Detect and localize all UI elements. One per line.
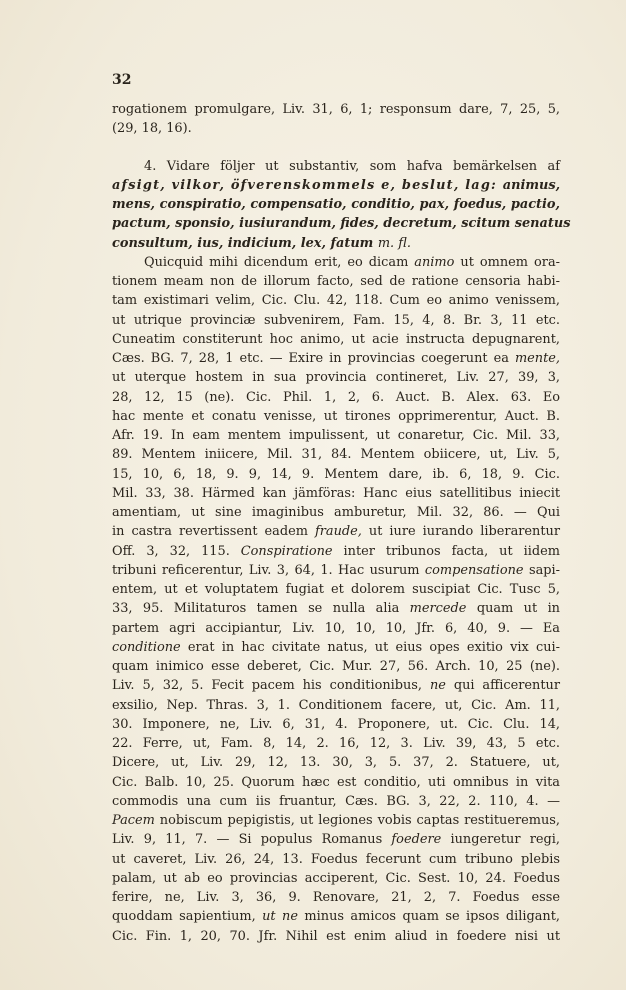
text-line (112, 407, 560, 426)
text-run: inter tribunos facta, ut iidem (332, 543, 560, 559)
text-run: 89. Mentem iniicere, Mil. 31, 84. Mentem obiicere, ut, Liv. 5, (112, 447, 560, 463)
text-run: Cic. Fin. 1, 20, 70. Jfr. Nihil est enim aliud in foedere nisi ut (112, 928, 560, 944)
text-line (112, 715, 560, 734)
text-run (112, 178, 503, 193)
text-run: Pacem (112, 813, 155, 828)
text-run: ut omnem ora- (454, 254, 560, 270)
text-line (112, 561, 560, 580)
text-run: amentiam, ut sine imaginibus amburetur, Mil. 32, 86. — Qui (112, 505, 560, 520)
text-run: erat in hac civitate natus, ut eius opes exitio vix cui- (180, 639, 560, 655)
text-run: (29, 18, 16). (112, 121, 192, 137)
text-line (112, 157, 560, 176)
text-line (112, 388, 560, 407)
text-line (112, 773, 560, 792)
text-line (112, 214, 571, 233)
text-run: rogationem promulgare, Liv. 31, 6, 1; responsum dare, 7, 25, 5, (112, 102, 560, 117)
text-line (112, 253, 560, 272)
text-run: tam existimari velim, Cic. Clu. 42, 118. Cum eo animo venissem, (112, 293, 560, 309)
text-run (503, 178, 560, 193)
text-line (112, 869, 560, 888)
text-run: consultum, ius, indicium, lex, fatum (112, 235, 378, 251)
text-line (112, 927, 560, 946)
text-run: mens, conspiratio, compensatio, conditio, pax, foedus, pactio, (112, 197, 560, 212)
text-run: Liv. 9, 11, 7. — Si populus Romanus (112, 832, 392, 848)
text-run: ne (429, 678, 446, 694)
text-run: 33, 95. Militaturos tamen se nulla alia (112, 601, 410, 617)
text-line (112, 368, 560, 387)
text-run: ut caveret, Liv. 26, 24, 13. Foedus fecerunt cum tribuno plebis (112, 851, 560, 867)
text-run: entem, ut et voluptatem fugiat et dolorem suscipiat Cic. Tusc 5, (112, 582, 560, 597)
text-run: tionem meam non de illorum facto, sed de ratione censoria habi- (112, 274, 560, 289)
text-run: fraude, (315, 524, 362, 540)
text-line (112, 734, 560, 753)
text-line (112, 426, 560, 445)
text-run: qui afficerentur (445, 678, 560, 694)
text-run (112, 236, 378, 251)
text-run: partem agri accipiantur, Liv. 10, 10, 10, Jfr. 6, 40, 9. — Ea (112, 620, 560, 636)
text-run: ferire, ne, Liv. 3, 36, 9. Renovare, 21, 2, 7. Foedus esse (112, 890, 560, 905)
text-line (112, 619, 560, 638)
text-run: Cic. Balb. 10, 25. Quorum hæc est conditio, uti omnibus in vita (112, 774, 560, 790)
text-run: iungeretur regi, (441, 832, 560, 848)
text-run: ut iure iurando liberarentur (361, 524, 560, 540)
text-line (112, 753, 560, 772)
text-run: Mil. 33, 38. Härmed kan jämföras: Hanc eius satellitibus iniecit (112, 485, 560, 501)
text-run (112, 197, 560, 212)
text-run: afsigt, vilkor, öfverenskommels e, beslut, lag: (112, 177, 503, 193)
text-run: Liv. 5, 32, 5. Fecit pacem his conditionibus, (112, 678, 430, 694)
text-run: compensatione (424, 562, 524, 578)
text-run: tribuni reficerentur, Liv. 3, 64, 1. Hac usurum (112, 562, 425, 578)
text-run: minus amicos quam se ipsos diligant, (297, 909, 560, 925)
text-run: 30. Imponere, ne, Liv. 6, 31, 4. Proponere, ut. Cic. Clu. 14, (112, 716, 560, 732)
text-line (112, 330, 560, 349)
text-run: 4. Vidare följer ut substantiv, som hafva bemärkelsen af (144, 158, 560, 174)
text-run: animus, (502, 177, 561, 193)
text-line (112, 445, 560, 464)
text-run: hac mente et conatu venisse, ut tirones opprimerentur, Auct. B. (112, 408, 560, 424)
text-run: ut utrique provinciæ subvenirem, Fam. 15, 4, 8. Br. 3, 11 etc. (112, 312, 560, 328)
text-line (112, 830, 560, 849)
text-line (112, 100, 560, 119)
text-run: Dicere, ut, Liv. 29, 12, 13. 30, 3, 5. 37, 2. Statuere, ut, (112, 755, 560, 771)
text-run: animo (414, 254, 455, 270)
text-line (112, 638, 560, 657)
text-line (112, 465, 560, 484)
text-line (112, 522, 560, 541)
text-line (112, 234, 560, 253)
text-run: mercede (409, 601, 467, 617)
text-run: commodis una cum iis fruantur, Cæs. BG. 3, 22, 2. 110, 4. — (112, 793, 560, 809)
text-run: exsilio, Nep. Thras. 3, 1. Conditionem facere, ut, Cic. Am. 11, (112, 697, 560, 713)
text-run: quam ut in (466, 601, 560, 617)
text-line (112, 580, 560, 599)
text-line (112, 291, 560, 310)
text-run: Cæs. BG. 7, 28, 1 etc. — Exire in provincias coegerunt ea (112, 351, 515, 366)
page-number: 32 (112, 72, 132, 88)
text-line (112, 599, 560, 618)
text-run: 22. Ferre, ut, Fam. 8, 14, 2. 16, 12, 3. Liv. 39, 43, 5 etc. (112, 736, 560, 751)
text-run: palam, ut ab eo provincias acciperent, Cic. Sest. 10, 24. Foedus (112, 870, 560, 886)
text-line (112, 657, 560, 676)
text-run: mente, (514, 351, 560, 366)
text-line (112, 907, 560, 926)
text-run: Quicquid mihi dicendum erit, eo dicam (144, 254, 415, 270)
text-run: ut ne (262, 909, 298, 925)
text-line (112, 272, 560, 291)
text-run: Cuneatim constiterunt hoc animo, ut acie instructa depugnarent, (112, 331, 560, 347)
text-line (112, 850, 560, 869)
text-run: 28, 12, 15 (ne). Cic. Phil. 1, 2, 6. Auct. B. Alex. 63. Eo (112, 389, 560, 405)
text-run: quam inimico esse deberet, Cic. Mur. 27, 56. Arch. 10, 25 (ne). (112, 659, 560, 674)
text-line (112, 792, 560, 811)
text-line (112, 676, 560, 695)
text-run: sapi- (523, 562, 560, 578)
text-run (112, 216, 570, 231)
text-line (112, 503, 560, 522)
text-run: 15, 10, 6, 18, 9. 9, 14, 9. Mentem dare, ib. 6, 18, 9. Cic. (112, 466, 560, 482)
paragraph-gap (112, 139, 560, 157)
text-run: in castra revertissent eadem (112, 524, 315, 540)
text-body (112, 100, 571, 946)
text-run: foedere (391, 832, 442, 848)
text-run: conditione (112, 639, 181, 655)
text-line (112, 542, 560, 561)
text-line (112, 176, 560, 195)
text-line (112, 811, 560, 830)
text-line (112, 696, 560, 715)
text-run: nobiscum pepigistis, ut legiones vobis captas restitueremus, (154, 813, 560, 828)
text-line (112, 484, 560, 503)
text-run: Off. 3, 32, 115. (112, 543, 241, 559)
text-line (112, 888, 560, 907)
text-run: pactum, sponsio, iusiurandum, fides, decretum, scitum senatus (112, 216, 571, 232)
text-line (112, 119, 560, 138)
text-run: ut uterque hostem in sua provincia contineret, Liv. 27, 39, 3, (112, 370, 560, 386)
text-run: quoddam sapientium, (112, 909, 263, 925)
text-run: Conspiratione (240, 543, 333, 559)
text-line (112, 349, 560, 368)
text-line (112, 311, 560, 330)
text-line (112, 195, 560, 214)
text-run: m. fl. (377, 235, 411, 251)
text-run: Afr. 19. In eam mentem impulissent, ut conaretur, Cic. Mil. 33, (112, 428, 560, 443)
